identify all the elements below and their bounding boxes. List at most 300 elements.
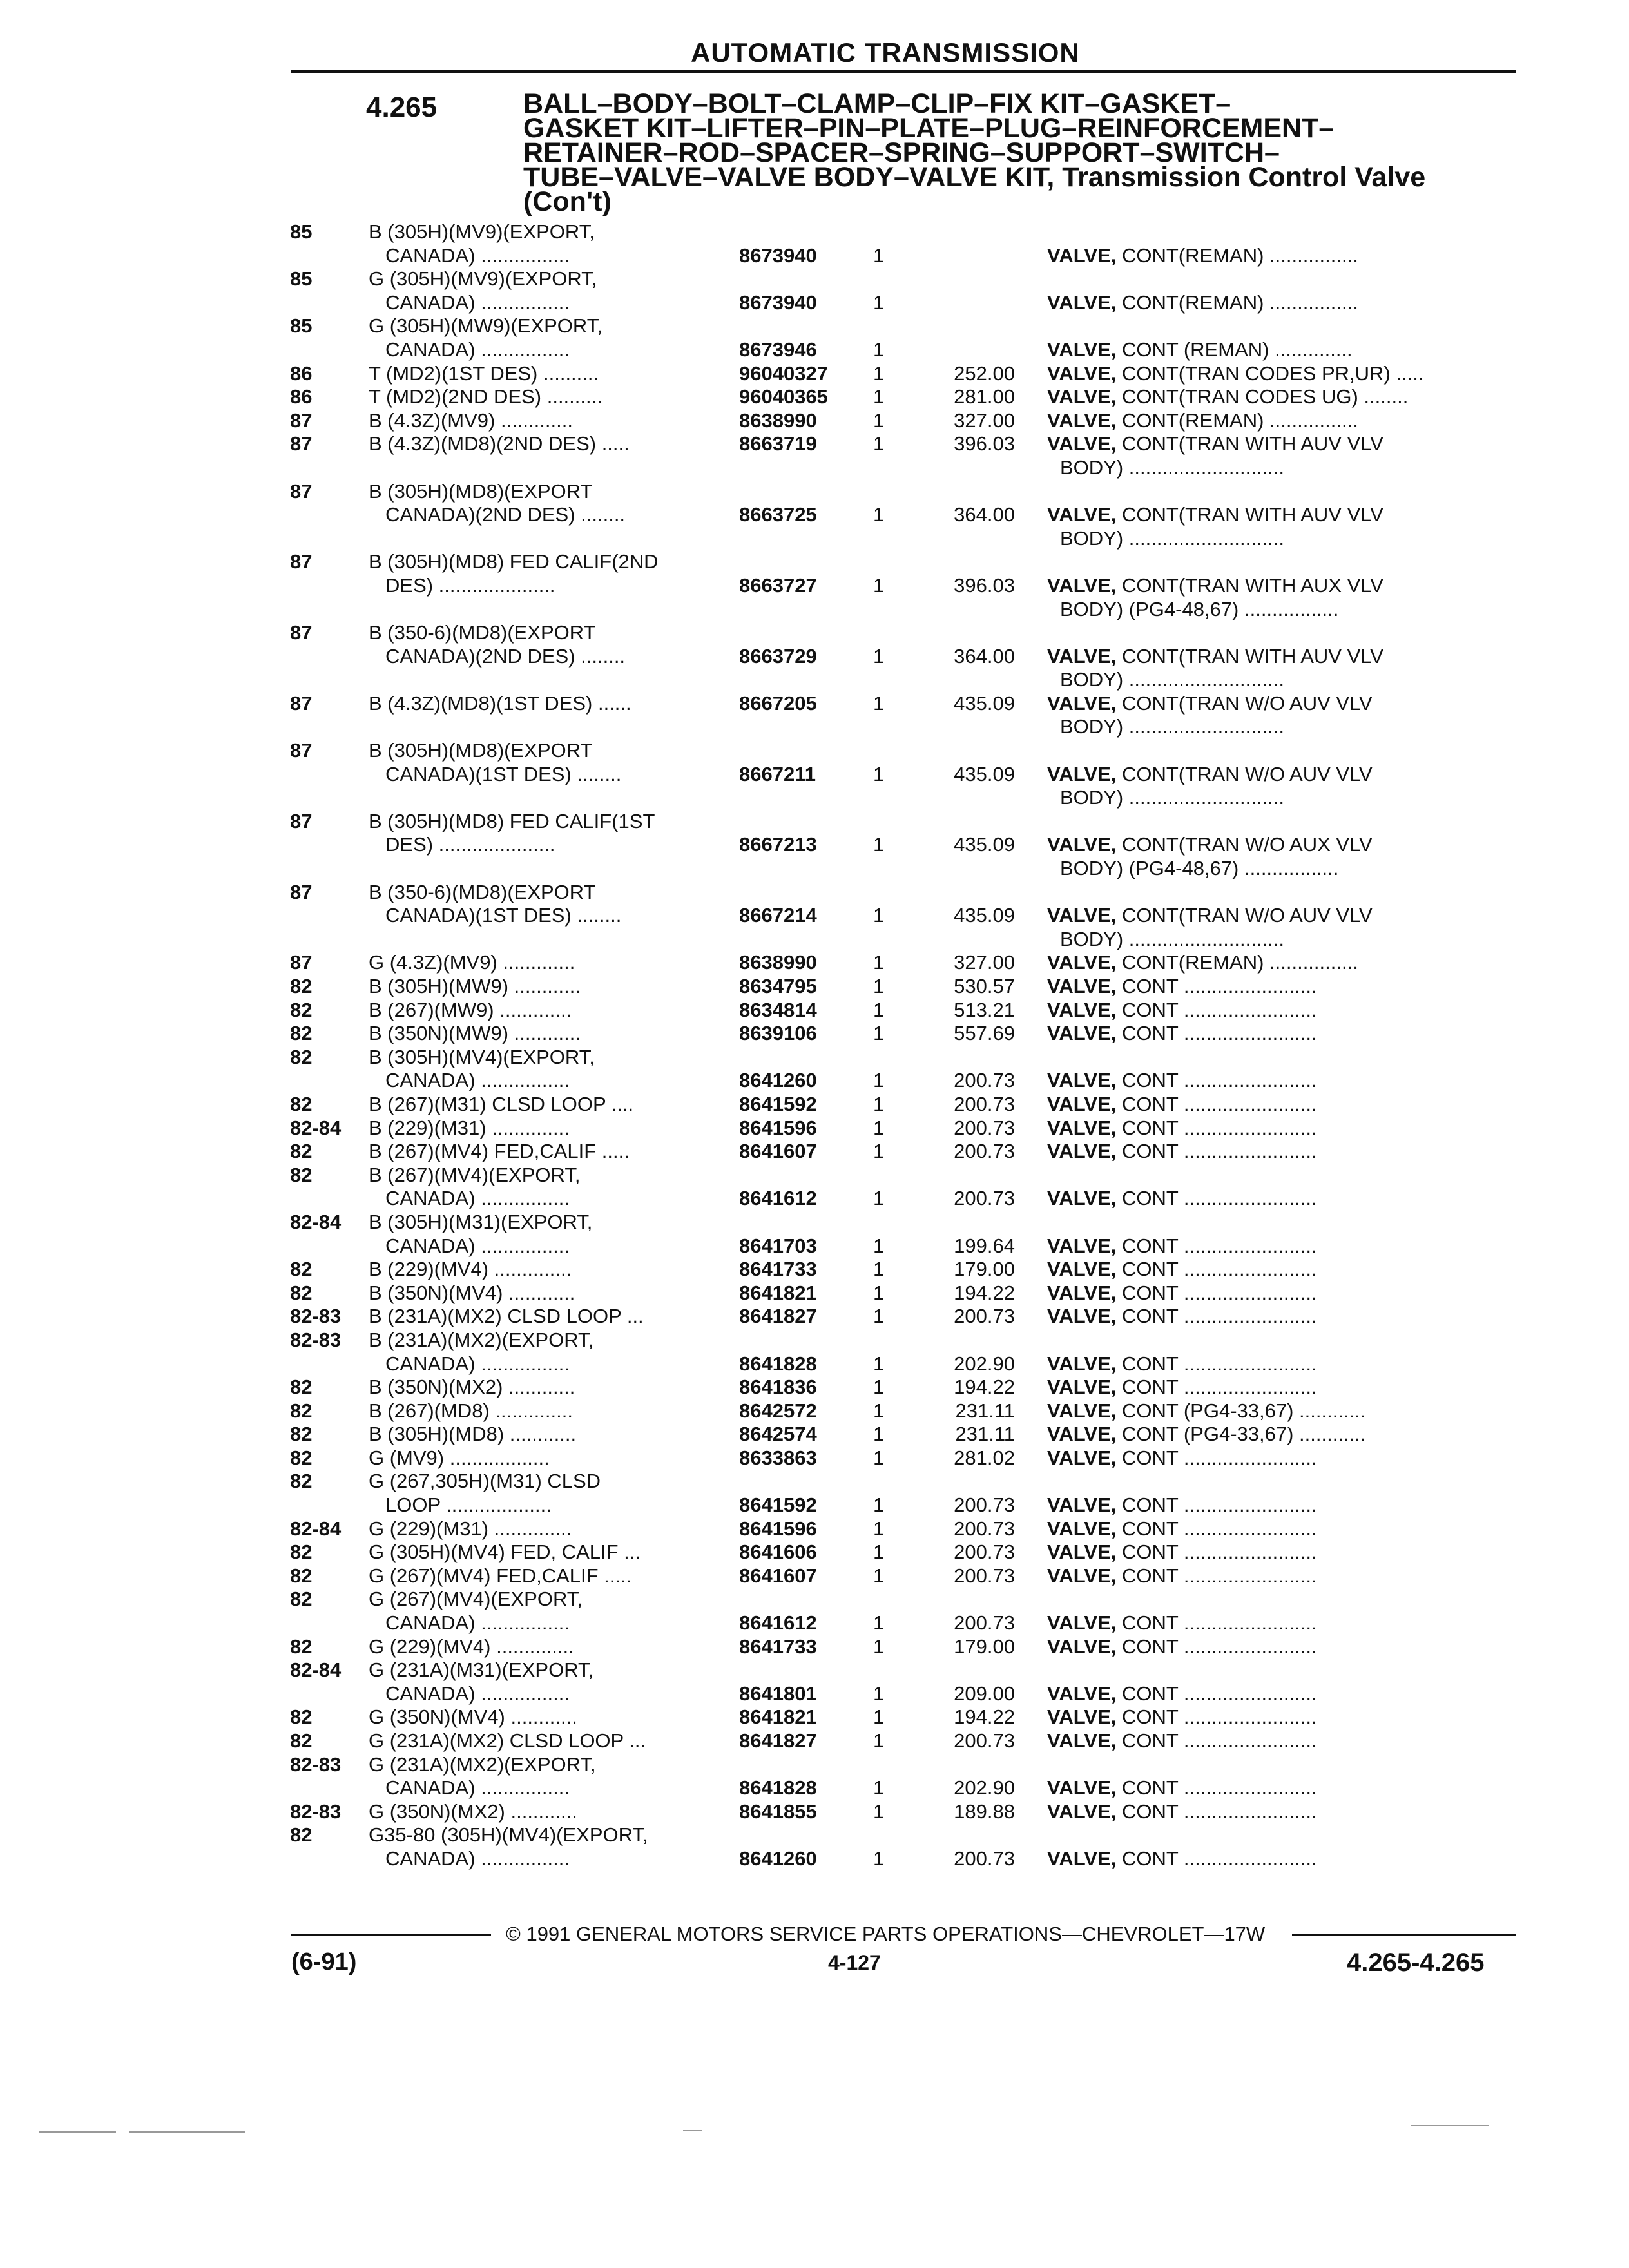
price: 327.00 [954,951,1015,974]
model-description: B (4.3Z)(MD8)(1ST DES) ...... [369,691,631,715]
price: 202.90 [954,1776,1015,1800]
item-name: VALVE, CONT(TRAN WITH AUV VLV [1047,432,1383,456]
table-row [0,409,1629,433]
part-number: 8642572 [739,1399,817,1422]
part-number: 8641596 [739,1517,817,1540]
ref-number: 82 [290,1588,313,1611]
item-name: VALVE, CONT ........................ [1047,1305,1317,1328]
table-row [0,314,1629,338]
item-name: VALVE, CONT ........................ [1047,1069,1317,1092]
quantity: 1 [873,1494,885,1517]
quantity: 1 [873,644,885,668]
model-description: B (305H)(MD8) FED CALIF(1ST [369,809,655,832]
part-number: 8641596 [739,1116,817,1139]
item-name: BODY) ............................ [1060,456,1284,479]
price: 200.73 [954,1494,1015,1517]
model-description: G (MV9) .................. [369,1446,550,1469]
model-description: B (267)(MV4) FED,CALIF ..... [369,1140,630,1163]
ref-number: 82 [290,1423,313,1446]
price: 396.03 [954,573,1015,597]
price: 194.22 [954,1376,1015,1399]
model-description: B (350N)(MX2) ............ [369,1376,575,1399]
ref-number: 82 [290,1564,313,1587]
part-number: 8663729 [739,644,817,668]
quantity: 1 [873,833,885,856]
model-description: G (229)(M31) .............. [369,1517,572,1540]
quantity: 1 [873,1352,885,1375]
price: 513.21 [954,998,1015,1021]
part-number: 8641612 [739,1187,817,1210]
ref-number: 82 [290,1635,313,1658]
table-row [0,362,1629,386]
quantity: 1 [873,1305,885,1328]
table-row [0,881,1629,905]
table-row [0,1564,1629,1588]
price: 200.73 [954,1305,1015,1328]
table-row [0,527,1629,551]
model-description: CANADA)(1ST DES) ........ [385,904,622,927]
item-name: BODY) ............................ [1060,668,1284,691]
part-number: 8641801 [739,1682,817,1705]
part-number: 8641828 [739,1776,817,1800]
price: 179.00 [954,1258,1015,1281]
model-description: B (229)(MV4) .............. [369,1258,572,1281]
quantity: 1 [873,904,885,927]
ref-number: 87 [290,739,313,762]
part-number: 8641703 [739,1234,817,1257]
section-number: 4.265 [366,91,438,123]
price: 200.73 [954,1069,1015,1092]
header-rule [291,70,1516,73]
model-description: G (4.3Z)(MV9) ............. [369,951,575,974]
table-row [0,1729,1629,1753]
model-description: B (267)(M31) CLSD LOOP .... [369,1092,634,1115]
model-description: CANADA) ................ [385,1069,570,1092]
ref-number: 82 [290,1140,313,1163]
parts-list [0,220,1629,1871]
ref-number: 82 [290,1045,313,1068]
quantity: 1 [873,1446,885,1469]
model-description: B (267)(MV4)(EXPORT, [369,1163,581,1186]
price: 202.90 [954,1352,1015,1375]
part-number: 8667214 [739,904,817,927]
model-description: G (267,305H)(M31) CLSD [369,1470,601,1493]
table-row [0,951,1629,975]
table-row [0,645,1629,669]
ref-number: 85 [290,220,313,243]
model-description: B (350-6)(MD8)(EXPORT [369,880,596,903]
model-description: B (305H)(MD8) ............ [369,1423,577,1446]
price: 435.09 [954,762,1015,785]
part-number: 96040365 [739,385,828,408]
price: 194.22 [954,1706,1015,1729]
model-description: G (350N)(MV4) ............ [369,1706,577,1729]
ref-number: 87 [290,621,313,644]
part-number: 8667211 [739,762,816,785]
part-number: 8641260 [739,1847,817,1870]
price: 200.73 [954,1541,1015,1564]
table-row [0,739,1629,763]
part-number: 8641733 [739,1635,817,1658]
model-description: G (231A)(MX2) CLSD LOOP ... [369,1729,646,1752]
ref-number: 85 [290,314,313,338]
quantity: 1 [873,503,885,526]
table-row [0,267,1629,291]
part-number: 8673946 [739,338,817,361]
ref-number: 82-83 [290,1753,342,1776]
quantity: 1 [873,1022,885,1045]
part-number: 96040327 [739,361,828,385]
table-row [0,1753,1629,1777]
table-row [0,621,1629,645]
table-row [0,432,1629,456]
quantity: 1 [873,291,885,314]
footer-section-range: 4.265-4.265 [1347,1948,1485,1977]
ref-number: 82 [290,1823,313,1847]
quantity: 1 [873,1187,885,1210]
table-row [0,456,1629,480]
model-description: G (350N)(MX2) ............ [369,1800,577,1823]
table-row [0,550,1629,574]
footer-page-number: 4-127 [828,1951,881,1974]
ref-number: 82 [290,1258,313,1281]
table-row [0,1305,1629,1329]
item-name: VALVE, CONT ........................ [1047,1092,1317,1115]
table-row [0,1635,1629,1659]
price: 231.11 [955,1399,1015,1422]
ref-number: 82 [290,1092,313,1115]
part-number: 8641607 [739,1564,817,1587]
item-name: VALVE, CONT ........................ [1047,1776,1317,1800]
quantity: 1 [873,1800,885,1823]
table-row [0,1541,1629,1564]
model-description: G (267)(MV4)(EXPORT, [369,1588,583,1611]
scan-artifact [683,2130,702,2131]
ref-number: 87 [290,479,313,503]
part-number: 8641821 [739,1706,817,1729]
table-row [0,975,1629,999]
model-description: CANADA) ................ [385,1611,570,1635]
table-row [0,1235,1629,1258]
part-number: 8642574 [739,1423,817,1446]
table-row [0,904,1629,928]
table-row [0,1093,1629,1117]
model-description: B (305H)(MW9) ............ [369,975,581,997]
item-name: BODY) ............................ [1060,526,1284,550]
table-row [0,1446,1629,1470]
ref-number: 82 [290,1729,313,1752]
ref-number: 87 [290,408,313,432]
model-description: CANADA) ................ [385,1234,570,1257]
ref-number: 82-84 [290,1658,342,1682]
ref-number: 85 [290,267,313,291]
model-description: B (305H)(MD8)(EXPORT [369,479,593,503]
model-description: G (267)(MV4) FED,CALIF ..... [369,1564,632,1587]
item-name: VALVE, CONT ........................ [1047,1234,1317,1257]
ref-number: 87 [290,691,313,715]
ref-number: 82 [290,1163,313,1186]
part-number: 8641612 [739,1611,817,1635]
model-description: G35-80 (305H)(MV4)(EXPORT, [369,1823,648,1847]
item-name: VALVE, CONT(TRAN WITH AUV VLV [1047,644,1383,668]
item-name: VALVE, CONT(TRAN CODES PR,UR) ..... [1047,361,1424,385]
ref-number: 82 [290,1541,313,1564]
part-number: 8634795 [739,975,817,997]
ref-number: 87 [290,432,313,456]
model-description: B (305H)(MV4)(EXPORT, [369,1045,595,1068]
scan-artifact [129,2131,245,2133]
item-name: BODY) ............................ [1060,715,1284,738]
price: 364.00 [954,503,1015,526]
model-description: B (305H)(MV9)(EXPORT, [369,220,595,243]
table-row [0,786,1629,810]
table-row [0,1164,1629,1187]
quantity: 1 [873,361,885,385]
quantity: 1 [873,432,885,456]
price: 327.00 [954,408,1015,432]
table-row [0,810,1629,834]
table-row [0,1823,1629,1847]
model-description: B (305H)(MD8) FED CALIF(2ND [369,550,659,573]
item-name: VALVE, CONT (PG4-33,67) ............ [1047,1399,1366,1422]
quantity: 1 [873,573,885,597]
table-row [0,1376,1629,1399]
item-name: VALVE, CONT(REMAN) ................ [1047,408,1358,432]
part-number: 8663727 [739,573,817,597]
section-title-line: RETAINER–ROD–SPACER–SPRING–SUPPORT–SWITCH– [523,137,1280,168]
table-row [0,574,1629,598]
part-number: 8634814 [739,998,817,1021]
item-name: VALVE, CONT ........................ [1047,1517,1317,1540]
part-number: 8673940 [739,244,817,267]
item-name: VALVE, CONT ........................ [1047,1376,1317,1399]
quantity: 1 [873,1258,885,1281]
item-name: VALVE, CONT ........................ [1047,1281,1317,1304]
section-title-line: TUBE–VALVE–VALVE BODY–VALVE KIT, Transmission Control Valve [523,162,1426,193]
table-row [0,1847,1629,1871]
part-number: 8641827 [739,1729,817,1752]
table-row [0,291,1629,315]
price: 200.73 [954,1847,1015,1870]
ref-number: 87 [290,951,313,974]
model-description: DES) ..................... [385,573,555,597]
table-row [0,220,1629,244]
item-name: BODY) (PG4-48,67) ................. [1060,597,1339,620]
ref-number: 82 [290,1706,313,1729]
table-row [0,1658,1629,1682]
part-number: 8667205 [739,691,817,715]
item-name: VALVE, CONT(REMAN) ................ [1047,291,1358,314]
model-description: CANADA) ................ [385,291,570,314]
quantity: 1 [873,1635,885,1658]
item-name: VALVE, CONT(TRAN W/O AUV VLV [1047,904,1373,927]
item-name: VALVE, CONT ........................ [1047,1847,1317,1870]
quantity: 1 [873,1706,885,1729]
quantity: 1 [873,998,885,1021]
model-description: B (4.3Z)(MV9) ............. [369,408,573,432]
item-name: VALVE, CONT ........................ [1047,1541,1317,1564]
item-name: VALVE, CONT(TRAN W/O AUV VLV [1047,691,1373,715]
part-number: 8638990 [739,951,817,974]
part-number: 8641592 [739,1494,817,1517]
table-row [0,1022,1629,1046]
table-row [0,1187,1629,1211]
item-name: VALVE, CONT(TRAN W/O AUX VLV [1047,833,1373,856]
quantity: 1 [873,762,885,785]
ref-number: 82 [290,1022,313,1045]
quantity: 1 [873,975,885,997]
table-row [0,1611,1629,1635]
quantity: 1 [873,1729,885,1752]
quantity: 1 [873,338,885,361]
table-row [0,503,1629,527]
ref-number: 82-83 [290,1305,342,1328]
item-name: VALVE, CONT ........................ [1047,1706,1317,1729]
model-description: B (350-6)(MD8)(EXPORT [369,621,596,644]
price: 557.69 [954,1022,1015,1045]
part-number: 8667213 [739,833,817,856]
price: 435.09 [954,691,1015,715]
part-number: 8641260 [739,1069,817,1092]
model-description: CANADA)(2ND DES) ........ [385,644,626,668]
price: 200.73 [954,1517,1015,1540]
item-name: VALVE, CONT ........................ [1047,975,1317,997]
price: 364.00 [954,644,1015,668]
part-number: 8663725 [739,503,817,526]
ref-number: 82 [290,1281,313,1304]
quantity: 1 [873,1234,885,1257]
item-name: BODY) ............................ [1060,786,1284,809]
ref-number: 82 [290,1399,313,1422]
model-description: CANADA) ................ [385,1352,570,1375]
section-title-line: GASKET KIT–LIFTER–PIN–PLATE–PLUG–REINFORCEMENT– [523,113,1335,144]
table-row [0,598,1629,622]
model-description: T (MD2)(1ST DES) .......... [369,361,599,385]
ref-number: 86 [290,361,313,385]
ref-number: 82-84 [290,1210,342,1233]
price: 200.73 [954,1611,1015,1635]
price: 435.09 [954,904,1015,927]
model-description: G (305H)(MW9)(EXPORT, [369,314,602,338]
price: 252.00 [954,361,1015,385]
ref-number: 87 [290,809,313,832]
table-row [0,1682,1629,1706]
price: 199.64 [954,1234,1015,1257]
ref-number: 87 [290,880,313,903]
model-description: G (231A)(M31)(EXPORT, [369,1658,594,1682]
part-number: 8641733 [739,1258,817,1281]
model-description: G (305H)(MV4) FED, CALIF ... [369,1541,641,1564]
model-description: CANADA) ................ [385,1847,570,1870]
model-description: CANADA) ................ [385,244,570,267]
ref-number: 82-83 [290,1800,342,1823]
table-row [0,1258,1629,1282]
model-description: G (229)(MV4) .............. [369,1635,574,1658]
price: 194.22 [954,1281,1015,1304]
model-description: CANADA) ................ [385,1776,570,1800]
part-number: 8639106 [739,1022,817,1045]
table-row [0,1329,1629,1352]
quantity: 1 [873,1564,885,1587]
ref-number: 87 [290,550,313,573]
model-description: B (350N)(MV4) ............ [369,1281,575,1304]
ref-number: 82 [290,998,313,1021]
price: 200.73 [954,1187,1015,1210]
table-row [0,1494,1629,1517]
part-number: 8641855 [739,1800,817,1823]
section-title-line: BALL–BODY–BOLT–CLAMP–CLIP–FIX KIT–GASKET– [523,88,1231,119]
price: 281.00 [954,385,1015,408]
item-name: BODY) ............................ [1060,927,1284,950]
quantity: 1 [873,951,885,974]
item-name: VALVE, CONT ........................ [1047,1800,1317,1823]
item-name: VALVE, CONT ........................ [1047,1682,1317,1705]
part-number: 8641592 [739,1092,817,1115]
item-name: VALVE, CONT(REMAN) ................ [1047,951,1358,974]
ref-number: 82 [290,1446,313,1469]
model-description: DES) ..................... [385,833,555,856]
item-name: VALVE, CONT ........................ [1047,1116,1317,1139]
price: 435.09 [954,833,1015,856]
quantity: 1 [873,1847,885,1870]
ref-number: 86 [290,385,313,408]
table-row [0,763,1629,787]
quantity: 1 [873,1399,885,1422]
table-row [0,1069,1629,1093]
model-description: T (MD2)(2ND DES) .......... [369,385,602,408]
item-name: VALVE, CONT ........................ [1047,1564,1317,1587]
model-description: CANADA)(1ST DES) ........ [385,762,622,785]
item-name: VALVE, CONT ........................ [1047,998,1317,1021]
scan-artifact [1411,2125,1489,2126]
model-description: B (350N)(MW9) ............ [369,1022,581,1045]
model-description: B (4.3Z)(MD8)(2ND DES) ..... [369,432,630,456]
part-number: 8633863 [739,1446,817,1469]
model-description: G (305H)(MV9)(EXPORT, [369,267,597,291]
part-number: 8641606 [739,1541,817,1564]
item-name: VALVE, CONT ........................ [1047,1352,1317,1375]
price: 189.88 [954,1800,1015,1823]
quantity: 1 [873,1069,885,1092]
model-description: CANADA) ................ [385,338,570,361]
ref-number: 82 [290,1376,313,1399]
table-row [0,1517,1629,1541]
part-number: 8641828 [739,1352,817,1375]
quantity: 1 [873,1376,885,1399]
item-name: VALVE, CONT ........................ [1047,1022,1317,1045]
table-row [0,928,1629,952]
model-description: CANADA) ................ [385,1187,570,1210]
table-row [0,244,1629,268]
quantity: 1 [873,1281,885,1304]
table-row [0,338,1629,362]
table-row [0,668,1629,692]
item-name: VALVE, CONT ........................ [1047,1611,1317,1635]
section-title [523,88,1528,217]
ref-number: 82-84 [290,1116,342,1139]
table-row [0,715,1629,739]
part-number: 8663719 [739,432,817,456]
footer-copyright: © 1991 GENERAL MOTORS SERVICE PARTS OPERATIONS—CHEVROLET—17W [506,1923,1266,1945]
item-name: VALVE, CONT ........................ [1047,1258,1317,1281]
price: 530.57 [954,975,1015,997]
quantity: 1 [873,1116,885,1139]
quantity: 1 [873,1682,885,1705]
ref-number: 82 [290,975,313,997]
quantity: 1 [873,244,885,267]
model-description: CANADA)(2ND DES) ........ [385,503,626,526]
quantity: 1 [873,1092,885,1115]
